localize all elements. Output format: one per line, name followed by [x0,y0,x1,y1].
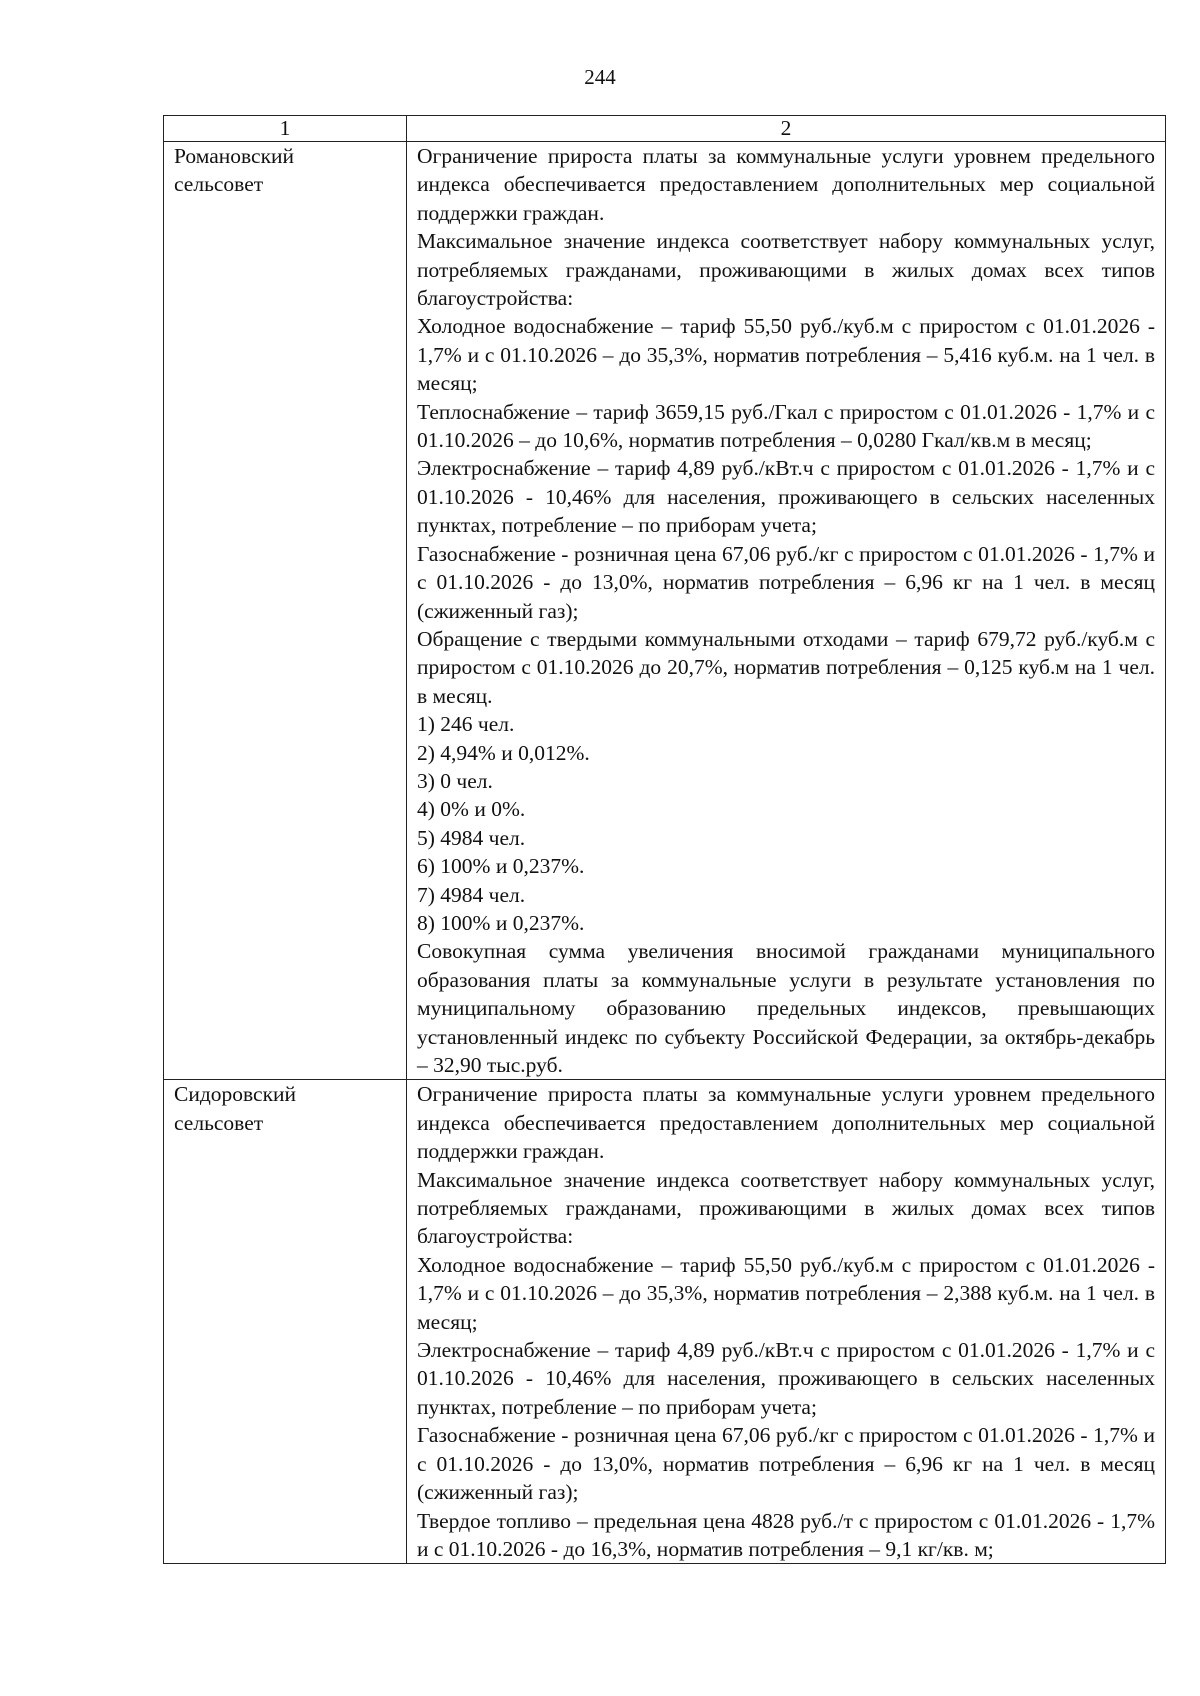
list-item: 2) 4,94% и 0,012%. [417,740,590,765]
list-item: 8) 100% и 0,237%. [417,910,585,935]
paragraph: Твердое топливо – предельная цена 4828 руб./т с приростом с 01.01.2026 - 1,7% и с 01.10.2026 - до 16,3%, норматив потребления – 9,1 кг/кв. м; [417,1508,1155,1561]
column-header-2: 2 [407,116,1166,142]
paragraph: Теплоснабжение – тариф 3659,15 руб./Гкал с приростом с 01.01.2026 - 1,7% и с 01.10.2026 – до 10,6%, норматив потребления – 0,0280 Гкал/кв.м в месяц; [417,399,1155,453]
list-item: 7) 4984 чел. [417,882,526,907]
municipality-name-line: сельсовет [174,172,264,197]
paragraph: Максимальное значение индекса соответствует набору коммунальных услуг, потребляемых гражданами, проживающими в жилых домах всех типов благоустройства: [417,229,1155,311]
list-item: 3) 0 чел. [417,768,493,793]
paragraph: Холодное водоснабжение – тариф 55,50 руб./куб.м с приростом с 01.01.2026 - 1,7% и с 01.10.2026 – до 35,3%, норматив потребления – 2,388 куб.м. на 1 чел. в месяц; [417,1252,1155,1334]
paragraph: Электроснабжение – тариф 4,89 руб./кВт.ч с приростом с 01.01.2026 - 1,7% и с 01.10.2026 - 10,46% для населения, проживающего в сельских населенных пунктах, потребление – по приборам учета; [417,1338,1155,1419]
municipality-name-cell [164,1080,407,1564]
paragraph: Ограничение прироста платы за коммунальные услуги уровнем предельного индекса обеспечивается предоставлением дополнительных мер социальной поддержки граждан. [417,144,1155,225]
paragraph: Максимальное значение индекса соответствует набору коммунальных услуг, потребляемых гражданами, проживающими в жилых домах всех типов благоустройства: [417,1167,1155,1249]
column-header-1: 1 [164,116,407,142]
municipality-name-line: Сидоровский [174,1082,297,1107]
paragraph: Газоснабжение - розничная цена 67,06 руб./кг с приростом с 01.01.2026 - 1,7% и с 01.10.2026 - до 13,0%, норматив потребления – 6,96 кг на 1 чел. в месяц (сжиженный газ); [417,1423,1155,1505]
list-item: 1) 246 чел. [417,712,515,737]
list-item: 6) 100% и 0,237%. [417,854,585,879]
table-row-sidorovsky [164,1080,1166,1564]
paragraph: Обращение с твердыми коммунальными отходами – тариф 679,72 руб./куб.м с приростом с 01.10.2026 до 20,7%, норматив потребления – 0,125 куб.м на 1 чел. в месяц. [417,626,1155,708]
description-cell [407,1080,1166,1564]
table-row-romanovsky [164,142,1166,1080]
paragraph: Совокупная сумма увеличения вносимой гражданами муниципального образования платы за коммунальные услуги в результате установления по муниципальному образованию предельных индексов, превышающих установленный индекс по субъекту Российской Федерации, за октябрь-декабрь – 32,90 тыс.руб. [417,939,1155,1077]
list-item: 4) 0% и 0%. [417,797,526,822]
description-cell [407,142,1166,1080]
paragraph: Ограничение прироста платы за коммунальные услуги уровнем предельного индекса обеспечивается предоставлением дополнительных мер социальной поддержки граждан. [417,1082,1155,1164]
municipality-name-cell [164,142,407,1080]
table-header-row [164,116,1166,142]
paragraph: Электроснабжение – тариф 4,89 руб./кВт.ч с приростом с 01.01.2026 - 1,7% и с 01.10.2026 - 10,46% для населения, проживающего в сельских населенных пунктах, потребление – по приборам учета; [417,456,1155,538]
municipality-tariff-table [163,115,1166,1564]
municipality-name-line: сельсовет [174,1110,264,1135]
list-item: 5) 4984 чел. [417,825,526,850]
municipality-name-line: Романовский [174,144,295,168]
page-number: 244 [584,65,616,89]
paragraph: Газоснабжение - розничная цена 67,06 руб./кг с приростом с 01.01.2026 - 1,7% и с 01.10.2026 - до 13,0%, норматив потребления – 6,96 кг на 1 чел. в месяц (сжиженный газ); [417,541,1155,623]
paragraph: Холодное водоснабжение – тариф 55,50 руб./куб.м с приростом с 01.01.2026 - 1,7% и с 01.10.2026 – до 35,3%, норматив потребления – 5,416 куб.м. на 1 чел. в месяц; [417,314,1155,396]
